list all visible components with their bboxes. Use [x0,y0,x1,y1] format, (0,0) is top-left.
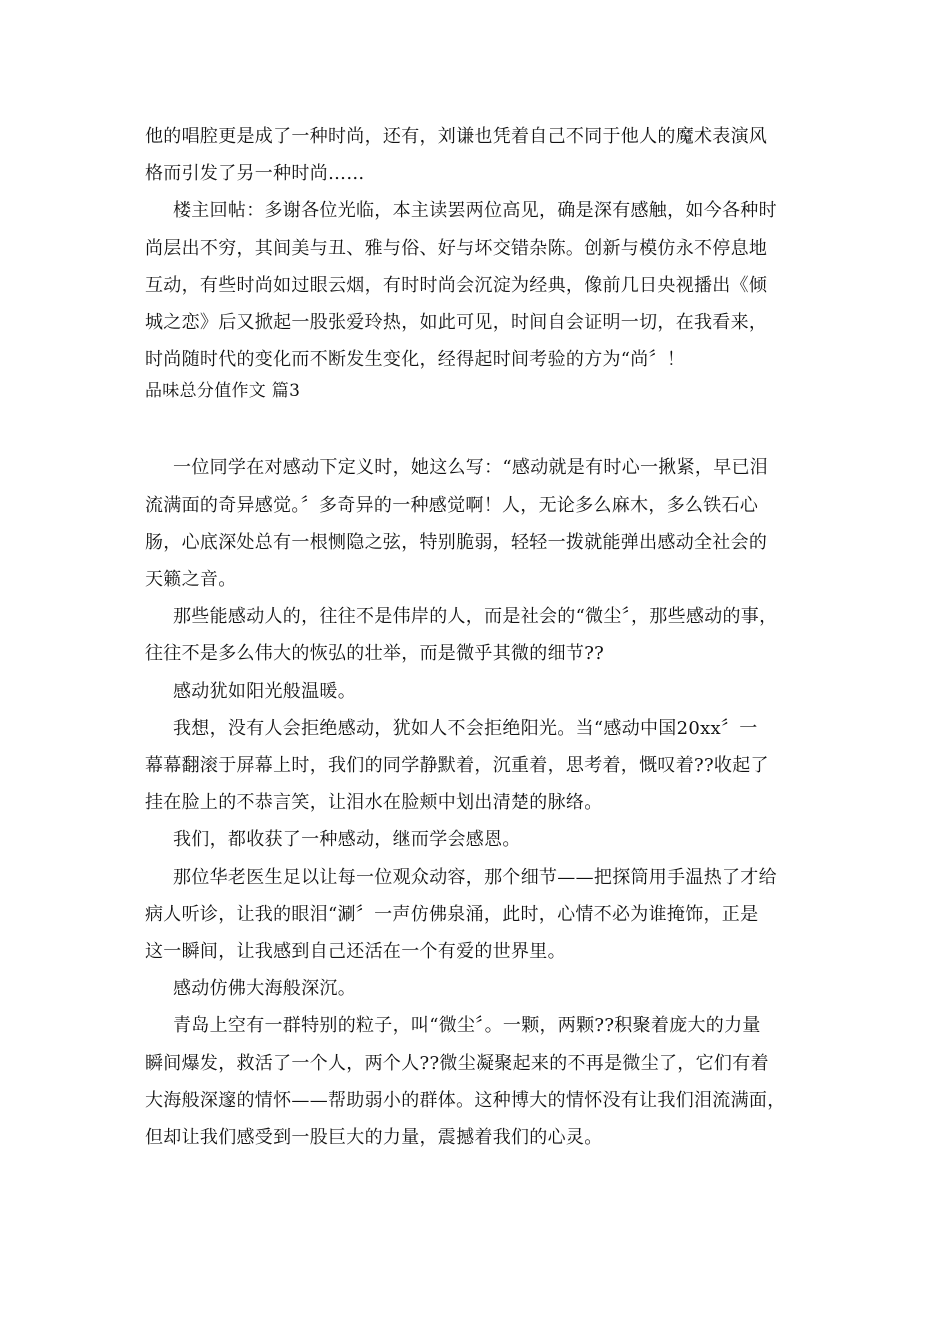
text-line: 那些能感动人的，往往不是伟岸的人，而是社会的“微尘〞，那些感动的事， [173,606,778,628]
document-page [145,118,817,1156]
text-line: 城之恋》后又掀起一股张爱玲热，如此可见，时间自会证明一切，在我看来， [145,312,768,334]
text-block-bottom [145,449,817,1156]
text-line: 天籁之音。 [145,569,237,591]
text-line: 往往不是多么伟大的恢弘的壮举，而是微乎其微的细节?? [145,643,605,665]
text-line: 青岛上空有一群特别的粒子，叫“微尘〞。一颗，两颗??积聚着庞大的力量 [173,1015,761,1037]
text-line: 流满面的奇异感觉。〞多奇异的一种感觉啊！人，无论多么麻木，多么铁石心 [145,494,759,516]
text-line: 尚层出不穷，其间美与丑、雅与俗、好与坏交错杂陈。创新与模仿永不停息地 [145,237,768,259]
text-line: 楼主回帖：多谢各位光临，本主读罢两位高见，确是深有感触，如今各种时 [173,200,777,222]
text-line: 大海般深邃的情怀——帮助弱小的群体。这种博大的情怀没有让我们泪流满面， [145,1089,786,1111]
section-spacer [145,407,817,449]
text-line: 格而引发了另一种时尚…… [145,163,365,185]
text-line: 他的唱腔更是成了一种时尚，还有，刘谦也凭着自己不同于他人的魔术表演风 [145,126,768,147]
text-line: 一位同学在对感动下定义时，她这么写：“感动就是有时心一揪紧，早已泪 [173,457,769,479]
text-line: 那位华老医生足以让每一位观众动容，那个细节——把探筒用手温热了才给 [173,866,777,888]
text-line: 病人听诊，让我的眼泪“涮〞一声仿佛泉涌，此时，心情不必为谁掩饰，正是 [145,903,759,925]
text-line: 瞬间爆发，救活了一个人，两个人??微尘凝聚起来的不再是微尘了，它们有着 [145,1052,769,1074]
text-line: 幕幕翻滚于屏幕上时，我们的同学静默着，沉重着，思考着，慨叹着??收起了 [145,755,769,777]
text-line: 互动，有些时尚如过眼云烟，有时时尚会沉淀为经典，像前几日央视播出《倾 [145,274,768,296]
text-line: 这一瞬间，让我感到自己还活在一个有爱的世界里。 [145,941,566,963]
text-line: 但却让我们感受到一股巨大的力量，震撼着我们的心灵。 [145,1127,603,1149]
text-line: 我想，没有人会拒绝感动，犹如人不会拒绝阳光。当“感动中国20xx〞一 [173,717,758,739]
text-line: 时尚随时代的变化而不断发生变化，经得起时间考验的方为“尚〞！ [145,349,686,371]
text-line: 挂在脸上的不恭言笑，让泪水在脸颊中划出清楚的脉络。 [145,792,603,814]
section-heading: 品味总分值作文 篇3 [145,381,301,402]
text-line: 肠，心底深处总有一根恻隐之弦，特别脆弱，轻轻一拨就能弹出感动全社会的 [145,531,768,553]
text-block-top [145,118,817,378]
text-line: 感动仿佛大海般深沉。 [173,978,356,1000]
text-line: 感动犹如阳光般温暖。 [173,680,356,702]
text-line: 我们，都收获了一种感动，继而学会感恩。 [173,829,521,851]
